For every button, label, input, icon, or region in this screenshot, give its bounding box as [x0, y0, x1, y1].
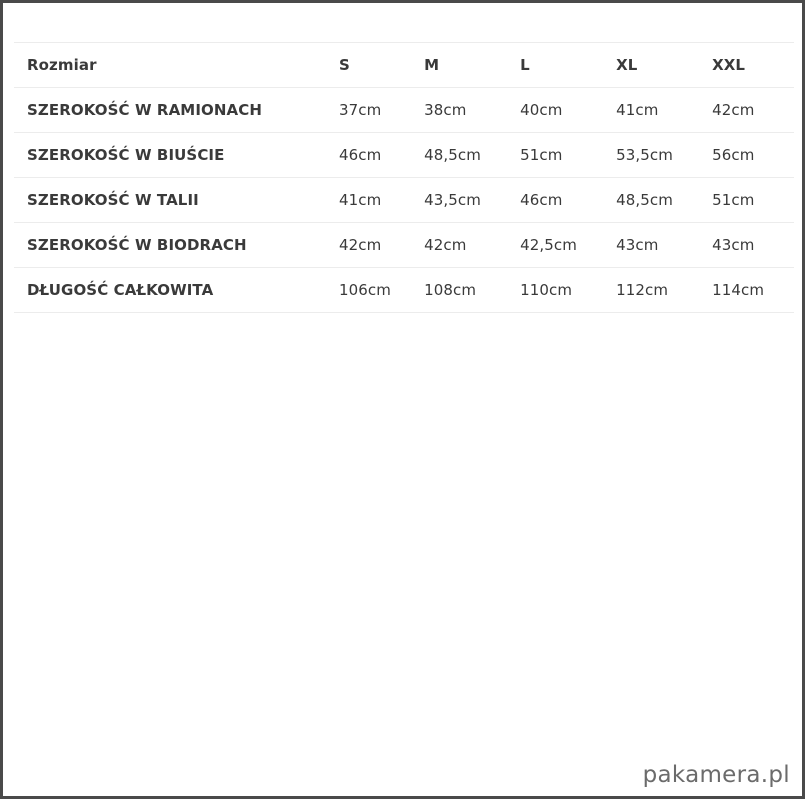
- header-size-l: L: [507, 43, 603, 88]
- header-size-s: S: [326, 43, 411, 88]
- table-cell: 46cm: [326, 133, 411, 178]
- row-label: SZEROKOŚĆ W BIODRACH: [14, 223, 326, 268]
- header-size-m: M: [411, 43, 507, 88]
- table-cell: 37cm: [326, 88, 411, 133]
- table-cell: 51cm: [699, 178, 794, 223]
- table-cell: 46cm: [507, 178, 603, 223]
- header-size-xl: XL: [603, 43, 699, 88]
- table-cell: 43cm: [699, 223, 794, 268]
- table-row: [14, 268, 794, 313]
- table-cell: 41cm: [326, 178, 411, 223]
- table-cell: 42cm: [699, 88, 794, 133]
- table-cell: 48,5cm: [411, 133, 507, 178]
- table-cell: 41cm: [603, 88, 699, 133]
- table-cell: 106cm: [326, 268, 411, 313]
- table-cell: 56cm: [699, 133, 794, 178]
- table-cell: 110cm: [507, 268, 603, 313]
- header-size-label: Rozmiar: [14, 43, 326, 88]
- table-row: [14, 133, 794, 178]
- row-label: SZEROKOŚĆ W BIUŚCIE: [14, 133, 326, 178]
- pakamera-watermark: pakamera.pl: [642, 762, 790, 788]
- table-cell: 43,5cm: [411, 178, 507, 223]
- row-label: SZEROKOŚĆ W TALII: [14, 178, 326, 223]
- table-cell: 114cm: [699, 268, 794, 313]
- row-label: SZEROKOŚĆ W RAMIONACH: [14, 88, 326, 133]
- table-cell: 112cm: [603, 268, 699, 313]
- table-cell: 43cm: [603, 223, 699, 268]
- table-cell: 108cm: [411, 268, 507, 313]
- table-header-row: [14, 43, 794, 88]
- header-size-xxl: XXL: [699, 43, 794, 88]
- table-cell: 48,5cm: [603, 178, 699, 223]
- table-cell: 42,5cm: [507, 223, 603, 268]
- table-row: [14, 178, 794, 223]
- table-cell: 53,5cm: [603, 133, 699, 178]
- table-cell: 42cm: [326, 223, 411, 268]
- row-label: DŁUGOŚĆ CAŁKOWITA: [14, 268, 326, 313]
- table-cell: 42cm: [411, 223, 507, 268]
- size-chart-table: [14, 42, 794, 313]
- table-cell: 40cm: [507, 88, 603, 133]
- table-cell: 51cm: [507, 133, 603, 178]
- table-cell: 38cm: [411, 88, 507, 133]
- table-row: [14, 88, 794, 133]
- table-row: [14, 223, 794, 268]
